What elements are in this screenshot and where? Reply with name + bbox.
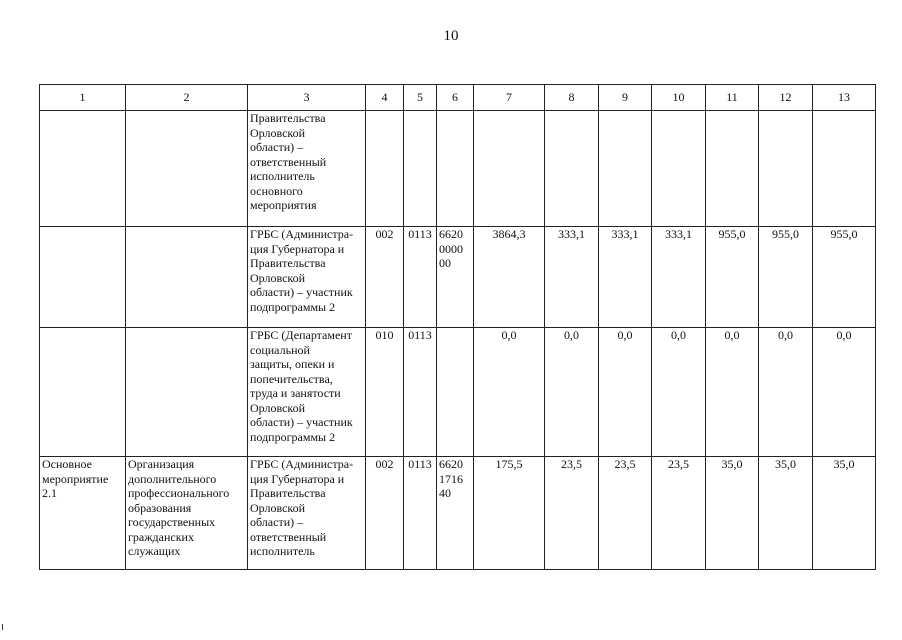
cell-value: 35,0 [813,457,876,570]
cell-description [126,328,248,457]
cell-activity [40,111,126,227]
cell-value [706,111,759,227]
cell-value: 35,0 [759,457,813,570]
cell-value [474,111,545,227]
cell-value: 333,1 [545,227,599,328]
cell-section-code [404,111,437,227]
cell-description [126,227,248,328]
column-header: 3 [248,85,366,111]
cell-value: 23,5 [652,457,706,570]
column-header: 7 [474,85,545,111]
cell-value: 333,1 [652,227,706,328]
header-row [40,85,876,111]
column-header: 5 [404,85,437,111]
cell-value: 23,5 [545,457,599,570]
cell-value [813,111,876,227]
cell-target-code [437,328,474,457]
cell-value [652,111,706,227]
cell-value: 3864,3 [474,227,545,328]
cell-section-code: 0113 [404,227,437,328]
cell-activity: Основное мероприятие 2.1 [40,457,126,570]
cell-value [545,111,599,227]
cell-executor: ГРБС (Департамент социальной защиты, опеки и попечительства, труда и занятости Орловской области) – участник подпрограммы 2 [248,328,366,457]
column-header: 4 [366,85,404,111]
cell-value: 333,1 [599,227,652,328]
cell-executor: ГРБС (Администра- ция Губернатора и Правительства Орловской области) – ответственный исполнитель [248,457,366,570]
cell-target-code: 6620 0000 00 [437,227,474,328]
cell-target-code [437,111,474,227]
cell-value: 0,0 [813,328,876,457]
cell-grbs-code: 010 [366,328,404,457]
cell-value: 0,0 [474,328,545,457]
cell-value [759,111,813,227]
cell-target-code: 6620 1716 40 [437,457,474,570]
cell-value: 35,0 [706,457,759,570]
table-row [40,328,876,457]
cell-value: 955,0 [706,227,759,328]
cell-section-code: 0113 [404,328,437,457]
cell-value [599,111,652,227]
cell-activity [40,328,126,457]
page-number: 10 [443,28,459,44]
cell-value: 0,0 [545,328,599,457]
column-header: 13 [813,85,876,111]
cell-grbs-code: 002 [366,457,404,570]
cell-value: 23,5 [599,457,652,570]
column-header: 8 [545,85,599,111]
cell-grbs-code: 002 [366,227,404,328]
table-row [40,457,876,570]
column-header: 9 [599,85,652,111]
cell-executor: ГРБС (Администра- ция Губернатора и Правительства Орловской области) – участник подпрограммы 2 [248,227,366,328]
budget-table [39,84,876,570]
column-header: 6 [437,85,474,111]
column-header: 10 [652,85,706,111]
column-header: 11 [706,85,759,111]
cell-activity [40,227,126,328]
column-header: 12 [759,85,813,111]
column-header: 2 [126,85,248,111]
cell-value: 0,0 [706,328,759,457]
cell-value: 955,0 [813,227,876,328]
scan-mark [2,624,3,630]
cell-description [126,111,248,227]
table-row [40,111,876,227]
cell-value: 175,5 [474,457,545,570]
cell-description: Организация дополнительного профессионального образования государственных гражданских служащих [126,457,248,570]
cell-value: 0,0 [652,328,706,457]
column-header: 1 [40,85,126,111]
cell-executor: Правительства Орловской области) – ответственный исполнитель основного мероприятия [248,111,366,227]
cell-value: 0,0 [759,328,813,457]
cell-value: 0,0 [599,328,652,457]
cell-section-code: 0113 [404,457,437,570]
cell-value: 955,0 [759,227,813,328]
cell-grbs-code [366,111,404,227]
table-row [40,227,876,328]
